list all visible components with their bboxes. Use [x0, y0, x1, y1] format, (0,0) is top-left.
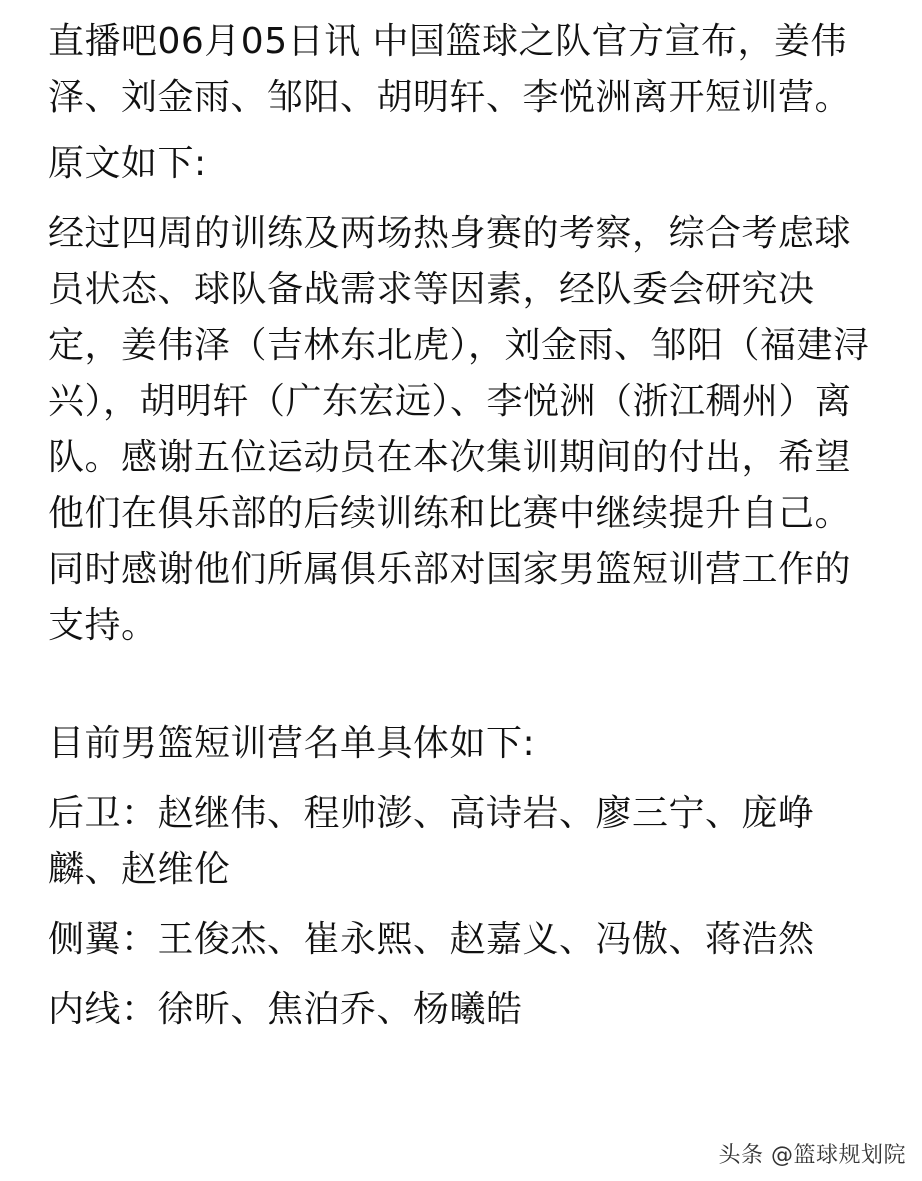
- original-text-label: 原文如下:: [48, 143, 207, 184]
- roster-guards: 后卫：赵继伟、程帅澎、高诗岩、廖三宁、庞峥麟、赵维伦: [48, 793, 815, 890]
- article-body: [48, 14, 878, 1038]
- roster-wings: 侧翼：王俊杰、崔永熙、赵嘉义、冯傲、蒋浩然: [48, 919, 815, 960]
- roster-bigs: 内线：徐昕、焦泊乔、杨曦皓: [48, 989, 523, 1030]
- announcement-paragraph: 经过四周的训练及两场热身赛的考察，综合考虑球员状态、球队备战需求等因素，经队委会研究决定，姜伟泽（吉林东北虎），刘金雨、邹阳（福建浔兴），胡明轩（广东宏远）、李悦洲（浙江稠州）离队。感谢五位运动员在本次集训期间的付出，希望他们在俱乐部的后续训练和比赛中继续提升自己。同时感谢他们所属俱乐部对国家男篮短训营工作的支持。: [48, 213, 870, 646]
- source-watermark: 头条 @篮球规划院: [718, 1143, 906, 1168]
- roster-intro: 目前男篮短训营名单具体如下:: [48, 723, 536, 764]
- lead-paragraph: 直播吧06月05日讯 中国篮球之队官方宣布，姜伟泽、刘金雨、邹阳、胡明轩、李悦洲离开短训营。: [48, 21, 852, 118]
